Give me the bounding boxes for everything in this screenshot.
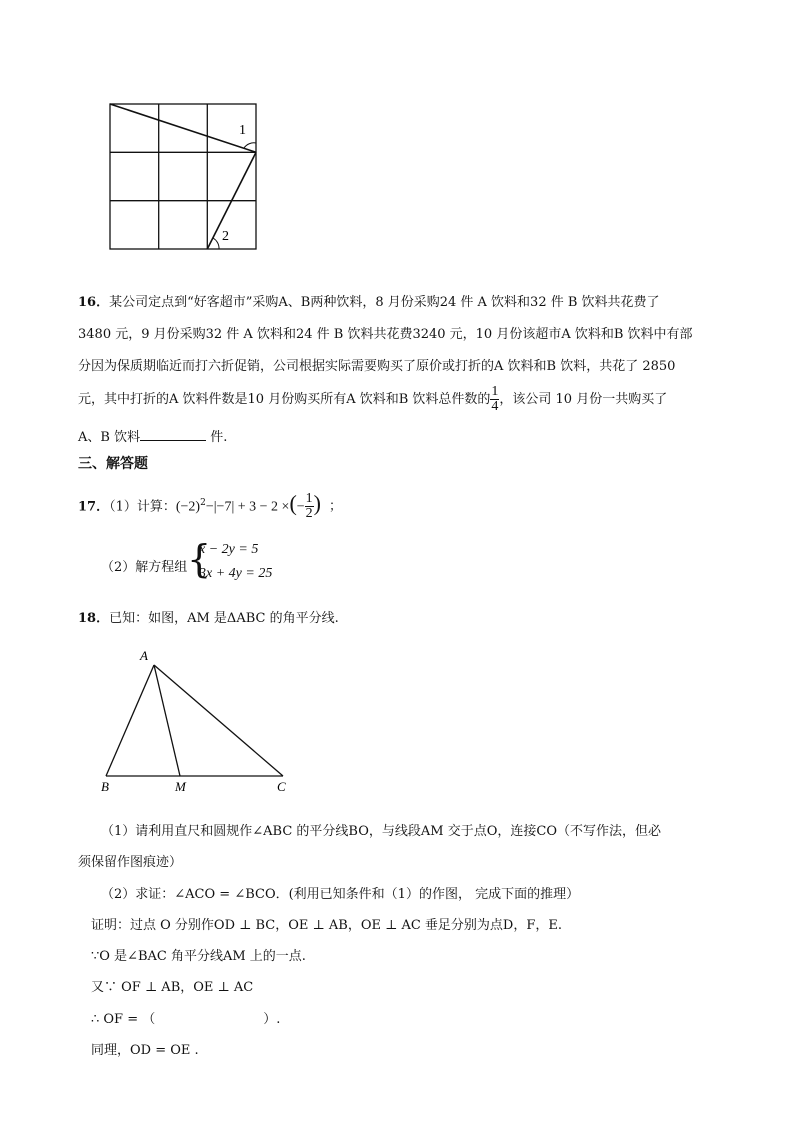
q18-proof-line5: 同理，OD = OE . (91, 1043, 199, 1058)
q17-paren-open: ( (289, 490, 297, 516)
q18-p1-line1: （1）请利用直尺和圆规作∠ABC 的平分线BO，与线段AM 交于点O，连接CO（不写作法，但必 (101, 824, 661, 839)
q17-eq2: 3x + 4y = 25 (199, 566, 273, 581)
q16-text-line5-pre: A、B 饮料 (78, 430, 141, 445)
q16-text-line5-post: 件. (206, 430, 228, 445)
q17-fraction (305, 492, 314, 521)
q16-text-line4-post: ，该公司 10 月份一共购买了 (499, 392, 668, 407)
q16-answer-blank[interactable] (140, 427, 206, 441)
q16-line1 (78, 291, 660, 310)
vertex-c-label: C (277, 779, 286, 794)
q17-part2-label: （2）解方程组 (101, 560, 188, 575)
q18-proof-line4 (91, 1008, 280, 1027)
q17-number: 17． (78, 499, 110, 515)
vertex-b-label: B (101, 779, 109, 794)
grid-figure (100, 96, 270, 256)
q17-expr-mid: −|−7| + 3 − 2 × (205, 499, 290, 515)
q18-p2-line: （2）求证：∠ACO = ∠BCO．(利用已知条件和（1）的作图， 完成下面的推理） (101, 887, 580, 902)
q18-proof-line2: ∵O 是∠BAC 角平分线AM 上的一点. (91, 949, 306, 964)
q18-number: 18． (78, 611, 110, 626)
q16-line4 (78, 380, 667, 420)
section-3-title: 三、解答题 (78, 456, 148, 472)
q17-eq1: x − 2y = 5 (199, 542, 259, 557)
q17-expr-exp: 2 (200, 498, 206, 508)
q18-proof4-post: ）. (263, 1012, 281, 1027)
q17-frac-num: 1 (305, 491, 313, 507)
q16-line3: 分因为保质期临近而打六折促销，公司根据实际需要购买了原价或打折的A 饮料和B 饮料，共花了 2850 (78, 359, 676, 374)
triangle-figure (96, 645, 296, 797)
q17-part1 (78, 485, 342, 525)
q16-frac-den: 4 (491, 399, 499, 414)
q17-brace: { (187, 537, 212, 581)
q17-minus: − (296, 499, 305, 515)
q17-expr-pre: (−2) (175, 499, 201, 515)
q18-proof4-pre: ∴ OF = （ (91, 1012, 156, 1027)
q16-text-line1: 某公司定点到“好客超市”采购A、B两种饮料，8 月份采购24 件 A 饮料和32 件 B 饮料共花费了 (109, 295, 660, 310)
q18-intro: 已知：如图，AM 是ΔABC 的角平分线. (109, 611, 339, 626)
angle-1-label: 1 (239, 123, 246, 138)
angle-2-label: 2 (222, 229, 229, 244)
q18-p1-line2: 须保留作图痕迹） (78, 855, 183, 870)
angle-2-arc (213, 238, 219, 249)
q16-line5 (78, 426, 227, 445)
q16-number: 16． (78, 295, 110, 310)
q17-paren-close: ) (313, 490, 321, 516)
point-m-label: M (175, 779, 186, 794)
q17-expr-end: ； (329, 499, 343, 515)
angle-1-arc (244, 143, 256, 148)
q18-proof-line3: 又∵ OF ⊥ AB，OE ⊥ AC (91, 980, 254, 995)
q17-frac-den: 2 (305, 506, 313, 522)
q16-frac-num: 1 (491, 384, 499, 399)
vertex-a-label: A (140, 648, 148, 663)
q18-proof-line1: 证明：过点 O 分别作OD ⊥ BC，OE ⊥ AB，OE ⊥ AC 垂足分别为点D，F，E. (91, 918, 562, 933)
q18-intro-line (78, 607, 339, 626)
q16-text-line4-pre: 元，其中打折的A 饮料件数是10 月份购买所有A 饮料和B 饮料总件数的 (78, 392, 491, 407)
grid-diagonal-lines (110, 104, 256, 249)
q17-part1-label: （1）计算： (109, 499, 176, 515)
q16-line2: 3480 元，9 月份采购32 件 A 饮料和24 件 B 饮料共花费3240 元，10 月份该超市A 饮料和B 饮料中有部 (78, 327, 693, 342)
